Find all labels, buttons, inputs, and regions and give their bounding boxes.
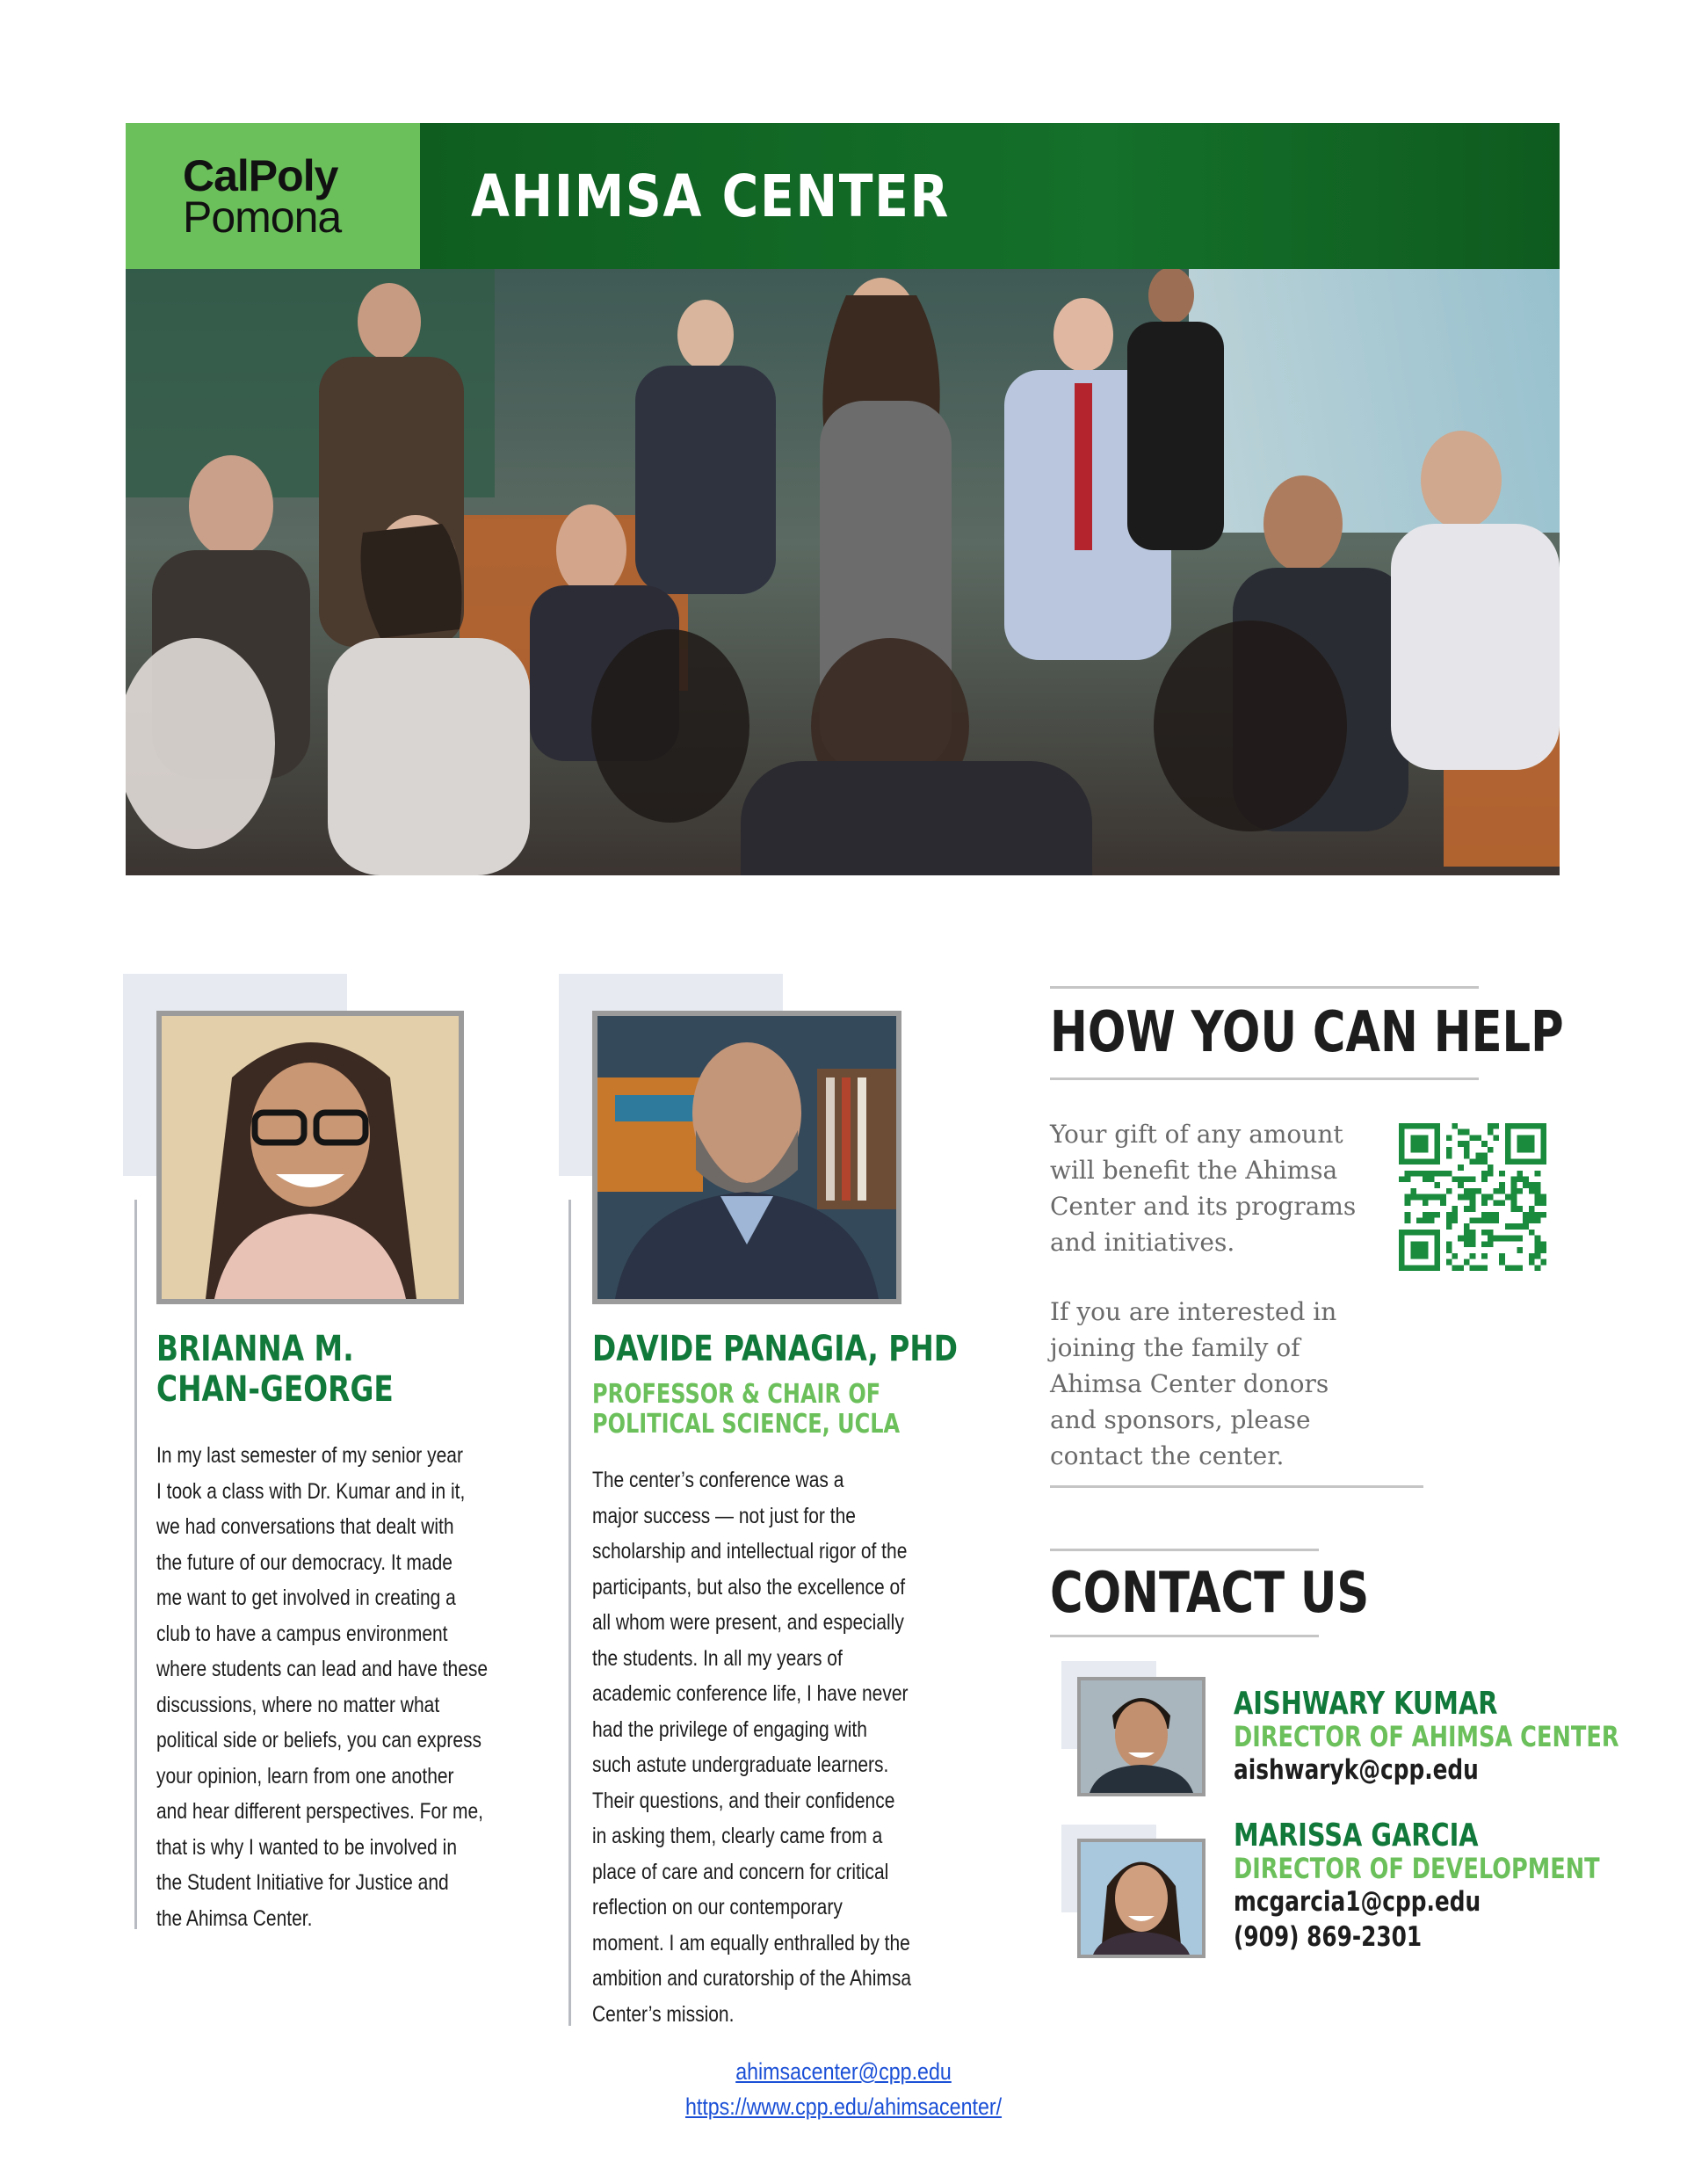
person-name-line: CHAN-GEORGE [156, 1369, 394, 1410]
help-text-line: If you are interested in [1050, 1297, 1337, 1326]
quote-line: and hear different perspectives. For me, [156, 1799, 483, 1824]
quote-line: had the privilege of engaging with [592, 1716, 867, 1742]
quote-line: Center’s mission. [592, 2001, 735, 2027]
portrait-photo [592, 1011, 901, 1304]
person-name-line: DAVIDE PANAGIA, PHD [592, 1329, 958, 1369]
portrait-image [162, 1016, 459, 1299]
contact-card [1234, 1687, 1687, 1788]
avatar-image [1081, 1680, 1202, 1793]
help-text-line: contact the center. [1050, 1441, 1285, 1470]
testimonial-quote [156, 1438, 503, 1936]
quote-line: scholarship and intellectual rigor of the [592, 1539, 908, 1564]
help-paragraph-2 [1050, 1294, 1336, 1474]
quote-line: all whom were present, and especially [592, 1610, 904, 1635]
quote-line: reflection on our contemporary [592, 1895, 843, 1919]
contact-role: DIRECTOR OF DEVELOPMENT [1234, 1852, 1600, 1885]
quote-line: me want to get involved in creating a [156, 1585, 456, 1610]
testimonial-name-block [592, 1329, 1014, 1440]
qr-code-icon [1399, 1123, 1546, 1271]
hero-photo [126, 269, 1560, 875]
testimonial-quote [592, 1462, 939, 2032]
quote-line: club to have a campus environment [156, 1621, 448, 1646]
quote-line: in asking them, clearly came from a [592, 1824, 883, 1848]
title-bar [420, 123, 1560, 269]
person-name-line: BRIANNA M. [156, 1329, 354, 1369]
logo-text-line1: CalPoly [183, 151, 338, 200]
person-role-line: PROFESSOR & CHAIR OF [592, 1379, 881, 1410]
contact-us-heading: CONTACT US [1050, 1561, 1370, 1626]
quote-line: that is why I wanted to be involved in [156, 1834, 458, 1860]
vertical-divider [134, 1200, 137, 1929]
section-rule [1050, 1635, 1319, 1637]
help-text-line: and initiatives. [1050, 1228, 1235, 1257]
help-text-line: Center and its programs [1050, 1192, 1357, 1221]
quote-line: academic conference life, I have never [592, 1681, 909, 1706]
contact-role: DIRECTOR OF AHIMSA CENTER [1234, 1720, 1619, 1753]
quote-line: place of care and concern for critical [592, 1859, 889, 1884]
vertical-divider [568, 1200, 571, 2026]
quote-line: where students can lead and have these [156, 1657, 489, 1681]
contact-avatar [1077, 1839, 1206, 1958]
contact-name: AISHWARY KUMAR [1234, 1686, 1498, 1722]
quote-line: political side or beliefs, you can express [156, 1728, 482, 1752]
quote-line: the Ahimsa Center. [156, 1905, 313, 1931]
contact-email-link[interactable]: mcgarcia1@cpp.edu [1234, 1886, 1481, 1918]
person-role-line: POLITICAL SCIENCE, UCLA [592, 1409, 901, 1440]
help-text-line: joining the family of [1050, 1333, 1300, 1362]
help-text-line: will benefit the Ahimsa [1050, 1156, 1338, 1185]
page-header [126, 123, 1560, 269]
event-crowd-image [126, 269, 1560, 875]
quote-line: we had conversations that dealt with [156, 1514, 454, 1539]
help-text-line: Ahimsa Center donors [1050, 1369, 1329, 1398]
quote-line: such astute undergraduate learners. [592, 1752, 889, 1777]
quote-line: Their questions, and their confidence [592, 1788, 895, 1813]
section-rule [1050, 1549, 1319, 1551]
help-text-line: Your gift of any amount [1050, 1120, 1343, 1149]
quote-line: moment. I am equally enthralled by the [592, 1930, 910, 1955]
contact-name: MARISSA GARCIA [1234, 1818, 1479, 1854]
quote-line: your opinion, learn from one another [156, 1763, 454, 1789]
quote-line: discussions, where no matter what [156, 1692, 440, 1717]
quote-line: the Student Initiative for Justice and [156, 1870, 449, 1895]
contact-email-link[interactable]: aishwaryk@cpp.edu [1234, 1754, 1479, 1786]
how-you-can-help-heading: HOW YOU CAN HELP [1050, 1000, 1564, 1065]
page-title: AHIMSA CENTER [471, 162, 951, 230]
quote-line: participants, but also the excellence of [592, 1574, 906, 1600]
testimonial-name-block [156, 1329, 578, 1410]
section-rule [1050, 986, 1479, 989]
quote-line: the students. In all my years of [592, 1645, 843, 1671]
calpoly-pomona-logo [126, 123, 420, 269]
donation-qr-code[interactable] [1399, 1123, 1546, 1271]
quote-line: the future of our democracy. It made [156, 1549, 453, 1575]
contact-avatar [1077, 1677, 1206, 1796]
avatar-image [1081, 1842, 1202, 1955]
quote-line: I took a class with Dr. Kumar and in it, [156, 1478, 466, 1504]
footer-website-link[interactable]: https://www.cpp.edu/ahimsacenter/ [684, 2093, 1003, 2120]
contact-phone[interactable]: (909) 869-2301 [1234, 1921, 1423, 1953]
help-paragraph-1 [1050, 1116, 1356, 1260]
quote-line: In my last semester of my senior year [156, 1443, 463, 1468]
logo-text-line2: Pomona [183, 192, 342, 242]
help-text-line: and sponsors, please [1050, 1405, 1311, 1434]
portrait-image [597, 1016, 896, 1299]
section-rule [1050, 1485, 1423, 1488]
footer-email-link[interactable]: ahimsacenter@cpp.edu [735, 2058, 952, 2085]
quote-line: The center’s conference was a [592, 1468, 844, 1492]
quote-line: ambition and curatorship of the Ahimsa [592, 1966, 912, 1991]
quote-line: major success — not just for the [592, 1503, 856, 1528]
contact-card [1234, 1819, 1687, 1955]
portrait-photo [156, 1011, 464, 1304]
section-rule [1050, 1077, 1479, 1080]
